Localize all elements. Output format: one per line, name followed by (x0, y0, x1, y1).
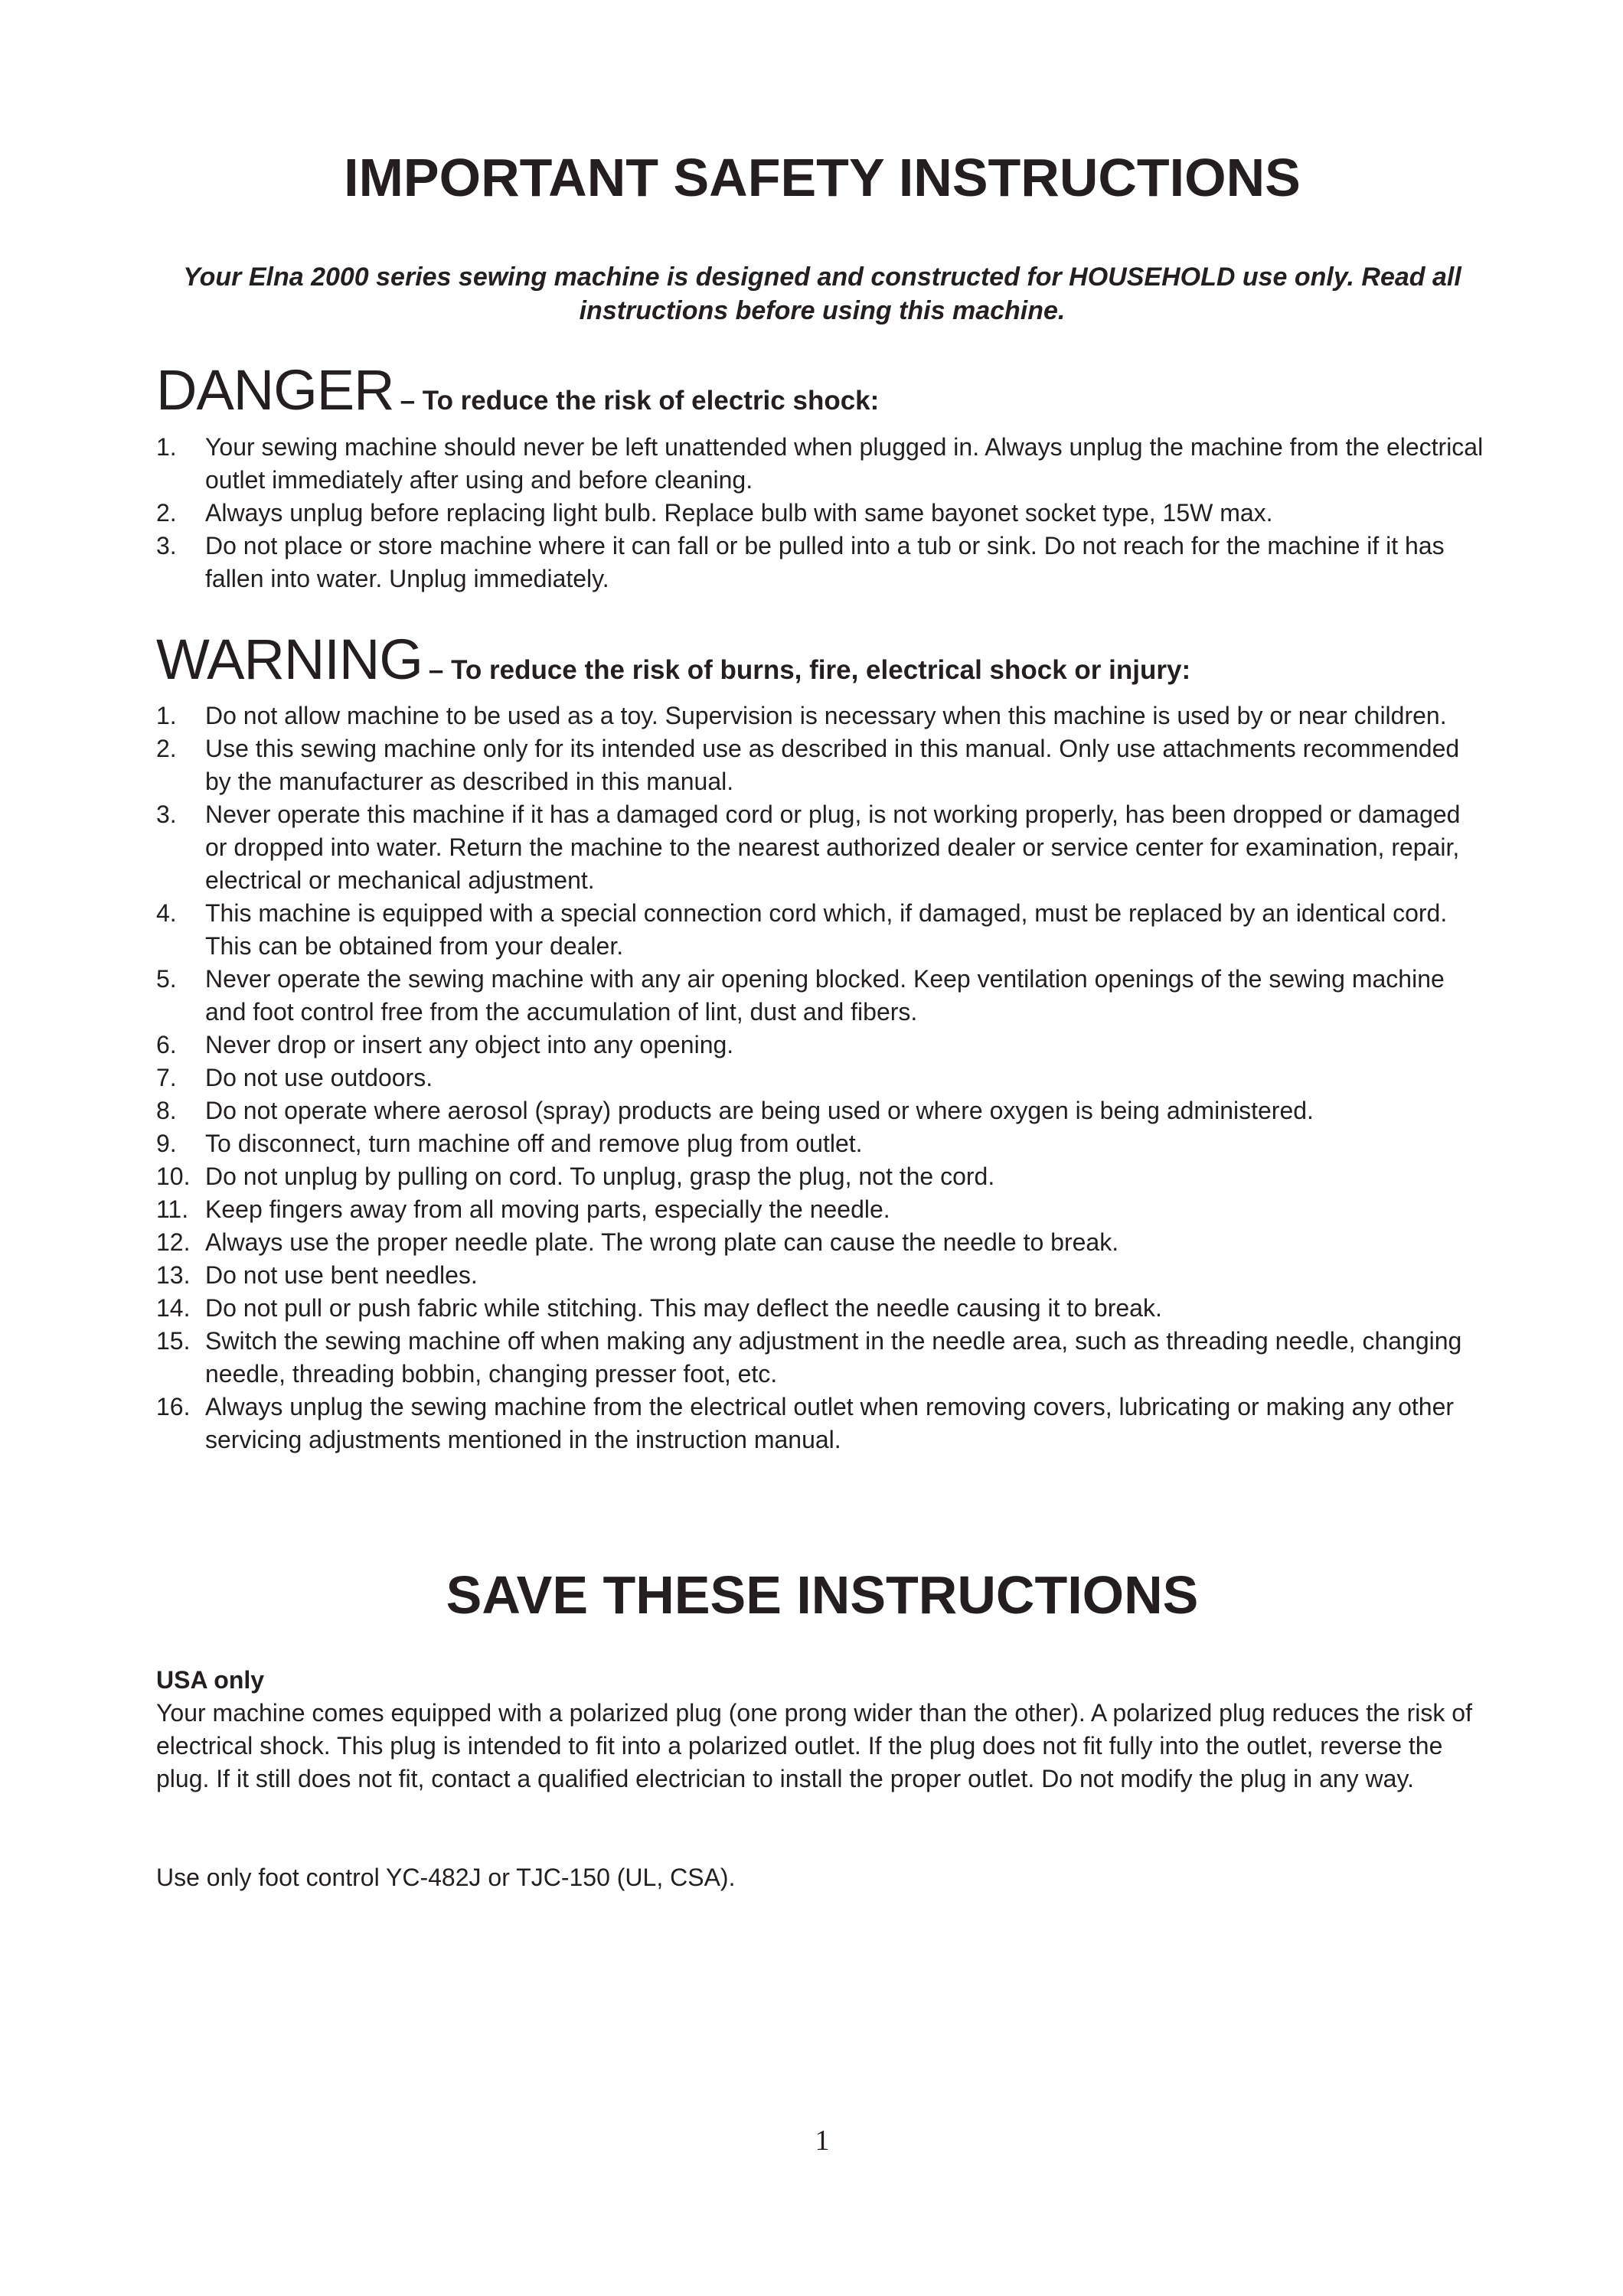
page-title: IMPORTANT SAFETY INSTRUCTIONS (344, 148, 1301, 207)
list-item: 11. Keep fingers away from all moving parts, especially the needle. (156, 1195, 890, 1223)
save-instructions-title: SAVE THESE INSTRUCTIONS (446, 1565, 1199, 1625)
usa-only-heading: USA only (156, 1666, 265, 1694)
foot-control-note: Use only foot control YC-482J or TJC-150 (UL, CSA). (156, 1864, 736, 1891)
list-item: 4. This machine is equipped with a special connection cord which, if damaged, must be replaced by an identical cord. This can be obtained from your dealer. (156, 899, 1448, 960)
list-item: 6. Never drop or insert any object into any opening. (156, 1031, 734, 1058)
danger-heading (156, 360, 1488, 421)
list-item: 9. To disconnect, turn machine off and remove plug from outlet. (156, 1130, 863, 1157)
list-item: 2. Always unplug before replacing light bulb. Replace bulb with same bayonet socket type, 15W max. (156, 499, 1273, 527)
warning-heading (156, 629, 1488, 690)
list-item: 1. Do not allow machine to be used as a toy. Supervision is necessary when this machine is used by or near children. (156, 702, 1447, 729)
intro-text: Your Elna 2000 series sewing machine is designed and constructed for HOUSEHOLD use only. Read all instructions before using this machine. (183, 263, 1461, 325)
list-item: 3. Do not place or store machine where it can fall or be pulled into a tub or sink. Do not reach for the machine if it has fallen into water. Unplug immediately. (156, 532, 1445, 592)
warning-list (156, 700, 1488, 1456)
danger-subheading: – To reduce the risk of electric shock: (400, 386, 880, 416)
list-item: 13. Do not use bent needles. (156, 1261, 478, 1289)
warning-subheading: – To reduce the risk of burns, fire, electrical shock or injury: (428, 655, 1191, 685)
list-item: 16. Always unplug the sewing machine from the electrical outlet when removing covers, lubricating or making any other servicing adjustments mentioned in the instruction manual. (156, 1393, 1455, 1453)
list-item: 15. Switch the sewing machine off when making any adjustment in the needle area, such as threading needle, changing needle, threading bobbin, changing presser foot, etc. (156, 1327, 1462, 1388)
list-item: 1. Your sewing machine should never be left unattended when plugged in. Always unplug the machine from the electrical outlet immediately after using and before cleaning. (156, 433, 1484, 494)
usa-only-text: Your machine comes equipped with a polarized plug (one prong wider than the other). A polarized plug reduces the risk of electrical shock. This plug is intended to fit into a polarized outlet. If the plug does not fit fully into the outlet, reverse the plug. If it still does not fit, contact a qualified electrician to install the proper outlet. Do not modify the plug in any way. (156, 1699, 1472, 1792)
list-item: 2. Use this sewing machine only for its intended use as described in this manual. Only use attachments recommended by the manufacturer as described in this manual. (156, 735, 1460, 795)
page-number: 1 (815, 2125, 830, 2157)
list-item: 8. Do not operate where aerosol (spray) products are being used or where oxygen is being administered. (156, 1097, 1314, 1124)
list-item: 3. Never operate this machine if it has a damaged cord or plug, is not working properly, has been dropped or damaged or dropped into water. Return the machine to the nearest authorized dealer or service center for examination, repair, electrical or mechanical adjustment. (156, 801, 1461, 894)
list-item: 12. Always use the proper needle plate. The wrong plate can cause the needle to break. (156, 1228, 1119, 1256)
list-item: 5. Never operate the sewing machine with any air opening blocked. Keep ventilation openings of the sewing machine and foot control free from the accumulation of lint, dust and fibers. (156, 965, 1445, 1026)
danger-list (156, 431, 1488, 595)
list-item: 7. Do not use outdoors. (156, 1064, 433, 1091)
list-item: 10. Do not unplug by pulling on cord. To unplug, grasp the plug, not the cord. (156, 1163, 995, 1190)
list-item: 14. Do not pull or push fabric while stitching. This may deflect the needle causing it to break. (156, 1294, 1162, 1322)
warning-heading-label: WARNING (156, 628, 423, 691)
danger-heading-label: DANGER (156, 358, 394, 422)
